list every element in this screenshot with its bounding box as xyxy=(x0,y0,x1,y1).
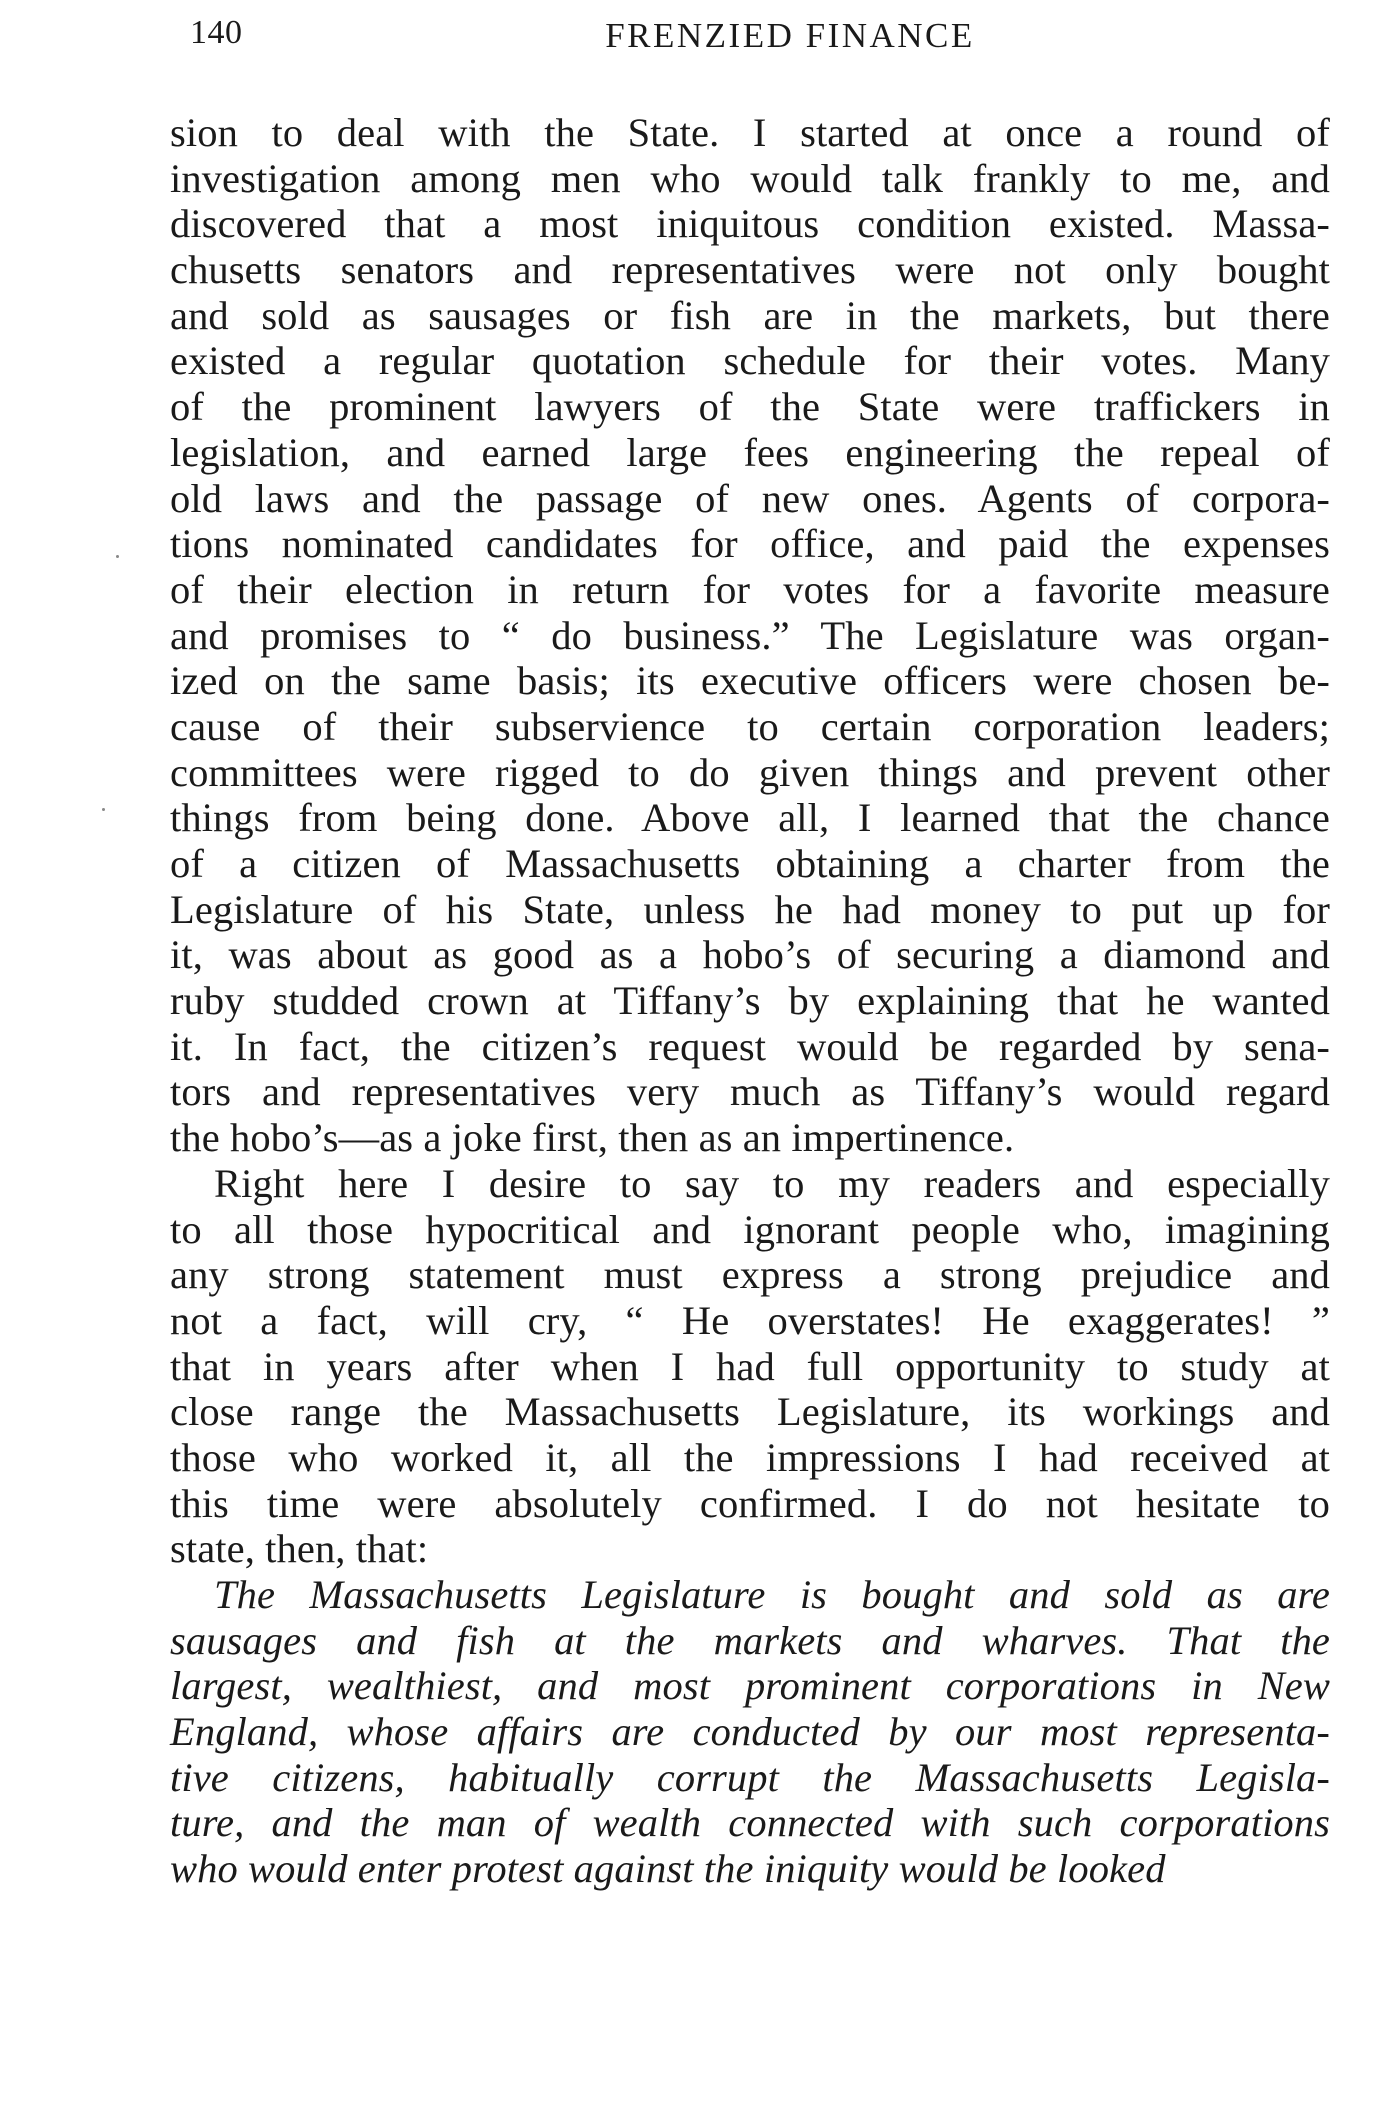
text-line: tors and representatives very much as Tiffany’s would regard xyxy=(170,1069,1330,1115)
text-line: the hobo’s—as a joke first, then as an impertinence. xyxy=(170,1115,1015,1161)
text-line: of the prominent lawyers of the State were traffickers in xyxy=(170,384,1330,430)
text-line: any strong statement must express a strong prejudice and xyxy=(170,1252,1330,1298)
text-line: The Massachusetts Legislature is bought and sold as are xyxy=(214,1572,1330,1617)
margin-speck xyxy=(102,808,105,811)
text-line: to all those hypocritical and ignorant people who, imagining xyxy=(170,1206,1330,1252)
text-line: close range the Massachusetts Legislature, its workings and xyxy=(170,1389,1330,1435)
text-line: largest, wealthiest, and most prominent corporations in New xyxy=(170,1663,1330,1709)
text-line: tive citizens, habitually corrupt the Massachusetts Legisla- xyxy=(170,1754,1330,1800)
text-line: those who worked it, all the impressions I had received at xyxy=(170,1434,1330,1480)
margin-speck xyxy=(116,555,119,558)
page-header xyxy=(190,14,1310,74)
text-line: not a fact, will cry, “ He overstates! He exaggerates! ” xyxy=(170,1297,1330,1343)
text-line: things from being done. Above all, I learned that the chance xyxy=(170,795,1330,841)
text-line: committees were rigged to do given things and prevent other xyxy=(170,749,1330,795)
text-line: tions nominated candidates for office, and paid the expenses xyxy=(170,521,1330,567)
text-line: who would enter protest against the iniquity would be looked xyxy=(170,1846,1166,1892)
text-line: and promises to “ do business.” The Legislature was organ- xyxy=(170,612,1330,658)
text-line: of a citizen of Massachusetts obtaining a charter from the xyxy=(170,841,1330,886)
text-line: Right here I desire to say to my readers and especially xyxy=(214,1160,1330,1206)
text-line: legislation, and earned large fees engineering the repeal of xyxy=(170,429,1330,475)
text-line: England, whose affairs are conducted by our most representa- xyxy=(170,1709,1330,1755)
text-line: this time were absolutely confirmed. I do not hesitate to xyxy=(170,1480,1330,1526)
text-line: it, was about as good as a hobo’s of securing a diamond and xyxy=(170,932,1330,978)
text-line: Legislature of his State, unless he had money to put up for xyxy=(170,886,1330,932)
text-line: it. In fact, the citizen’s request would be regarded by sena- xyxy=(170,1023,1330,1069)
body-text xyxy=(170,110,1330,1892)
text-line: investigation among men who would talk frankly to me, and xyxy=(170,155,1330,201)
text-line: ruby studded crown at Tiffany’s by explaining that he wanted xyxy=(170,978,1330,1024)
text-line: sion to deal with the State. I started at once a round of xyxy=(170,110,1330,155)
text-line: that in years after when I had full opportunity to study at xyxy=(170,1343,1330,1389)
text-line: existed a regular quotation schedule for their votes. Many xyxy=(170,338,1330,384)
text-line: chusetts senators and representatives were not only bought xyxy=(170,247,1330,293)
running-head: FRENZIED FINANCE xyxy=(605,16,975,55)
text-line: state, then, that: xyxy=(170,1526,429,1572)
text-line: of their election in return for votes for a favorite measure xyxy=(170,566,1330,612)
text-line: sausages and fish at the markets and wharves. That the xyxy=(170,1617,1330,1663)
text-line: cause of their subservience to certain corporation leaders; xyxy=(170,703,1330,749)
text-line: old laws and the passage of new ones. Agents of corpora- xyxy=(170,475,1330,521)
page-number: 140 xyxy=(190,14,243,51)
text-line: ture, and the man of wealth connected with such corporations xyxy=(170,1800,1330,1846)
text-line: ized on the same basis; its executive officers were chosen be- xyxy=(170,658,1330,704)
text-line: discovered that a most iniquitous condition existed. Massa- xyxy=(170,201,1330,247)
text-line: and sold as sausages or fish are in the markets, but there xyxy=(170,292,1330,338)
